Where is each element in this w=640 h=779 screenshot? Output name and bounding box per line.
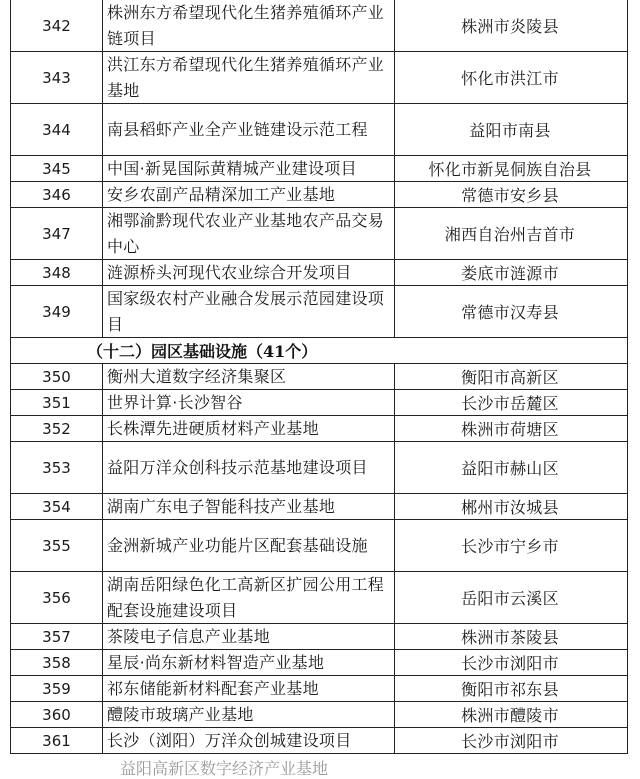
project-location: 怀化市洪江市: [461, 69, 559, 88]
row-number: 348: [11, 260, 103, 285]
row-number: 356: [11, 572, 103, 623]
row-number: 345: [11, 156, 103, 181]
project-name: 洪江东方希望现代化生猪养殖循环产业基地: [103, 52, 395, 103]
project-location: 常德市汉寿县: [461, 303, 559, 322]
section-heading: （十二）园区基础设施（41个）: [11, 338, 627, 364]
table-row: [11, 182, 627, 208]
project-location: 衡阳市高新区: [461, 368, 559, 387]
row-number: 352: [11, 416, 103, 441]
project-location: 长沙市岳麓区: [461, 394, 559, 413]
cutoff-row-text: 益阳高新区数字经济产业基地: [120, 759, 329, 778]
table-row: [11, 572, 627, 624]
project-location: 娄底市涟源市: [461, 264, 559, 283]
row-number: 347: [11, 208, 103, 259]
project-name: 株洲东方希望现代化生猪养殖循环产业链项目: [103, 0, 395, 51]
row-number: 359: [11, 676, 103, 701]
project-location: 岳阳市云溪区: [461, 589, 559, 608]
project-name: 湘鄂渝黔现代农业产业基地农产品交易中心: [103, 208, 395, 259]
table-row: [11, 728, 627, 754]
table-row: [11, 442, 627, 494]
table-row: [11, 260, 627, 286]
project-name: 世界计算·长沙智谷: [103, 390, 395, 415]
project-name: 中国·新晃国际黄精城产业建设项目: [103, 156, 395, 181]
project-location: 株洲市炎陵县: [461, 17, 559, 36]
project-location: 益阳市南县: [469, 121, 551, 140]
project-name: 长沙（浏阳）万洋众创城建设项目: [103, 728, 395, 753]
row-number: 360: [11, 702, 103, 727]
project-name: 益阳万洋众创科技示范基地建设项目: [103, 442, 395, 493]
row-number: 346: [11, 182, 103, 207]
row-number: 349: [11, 286, 103, 337]
project-name: 湖南岳阳绿色化工高新区扩园公用工程配套设施建设项目: [103, 572, 395, 623]
project-location: 湘西自治州吉首市: [444, 225, 576, 244]
table-row: [11, 416, 627, 442]
project-location: 长沙市浏阳市: [461, 732, 559, 751]
project-location: 长沙市浏阳市: [461, 654, 559, 673]
row-number: 354: [11, 494, 103, 519]
row-number: 353: [11, 442, 103, 493]
project-name: 醴陵市玻璃产业基地: [103, 702, 395, 727]
row-number: 357: [11, 624, 103, 649]
project-location: 株洲市醴陵市: [461, 706, 559, 725]
row-number: 350: [11, 364, 103, 389]
project-location: 怀化市新晃侗族自治县: [428, 160, 592, 179]
project-name: 祁东储能新材料配套产业基地: [103, 676, 395, 701]
project-location: 益阳市赫山区: [461, 459, 559, 478]
project-table: [10, 0, 628, 754]
table-row: [11, 208, 627, 260]
table-row: [11, 494, 627, 520]
project-name: 茶陵电子信息产业基地: [103, 624, 395, 649]
project-location: 株洲市茶陵县: [461, 628, 559, 647]
table-row: [11, 390, 627, 416]
table-row: [11, 364, 627, 390]
table-row: [11, 624, 627, 650]
cutoff-row: [10, 752, 626, 778]
row-number: 358: [11, 650, 103, 675]
row-number: 344: [11, 104, 103, 155]
table-row: [11, 702, 627, 728]
project-name: 安乡农副产品精深加工产业基地: [103, 182, 395, 207]
project-name: 湖南广东电子智能科技产业基地: [103, 494, 395, 519]
project-location: 株洲市荷塘区: [461, 420, 559, 439]
table-row: [11, 0, 627, 52]
project-name: 星辰·尚东新材料智造产业基地: [103, 650, 395, 675]
table-row: [11, 52, 627, 104]
table-row: [11, 650, 627, 676]
project-location: 衡阳市祁东县: [461, 680, 559, 699]
row-number: 355: [11, 520, 103, 571]
project-location: 郴州市汝城县: [461, 498, 559, 517]
project-name: 衡州大道数字经济集聚区: [103, 364, 395, 389]
project-name: 长株潭先进硬质材料产业基地: [103, 416, 395, 441]
row-number: 361: [11, 728, 103, 753]
project-name: 国家级农村产业融合发展示范园建设项目: [103, 286, 395, 337]
table-row: [11, 676, 627, 702]
row-number: 342: [11, 0, 103, 51]
row-number: 343: [11, 52, 103, 103]
table-row: [11, 156, 627, 182]
table-row: [11, 104, 627, 156]
project-name: 涟源桥头河现代农业综合开发项目: [103, 260, 395, 285]
table-row: [11, 520, 627, 572]
row-number: 351: [11, 390, 103, 415]
project-location: 长沙市宁乡市: [461, 537, 559, 556]
project-name: 南县稻虾产业全产业链建设示范工程: [103, 104, 395, 155]
project-name: 金洲新城产业功能片区配套基础设施: [103, 520, 395, 571]
table-row: [11, 286, 627, 338]
project-location: 常德市安乡县: [461, 186, 559, 205]
